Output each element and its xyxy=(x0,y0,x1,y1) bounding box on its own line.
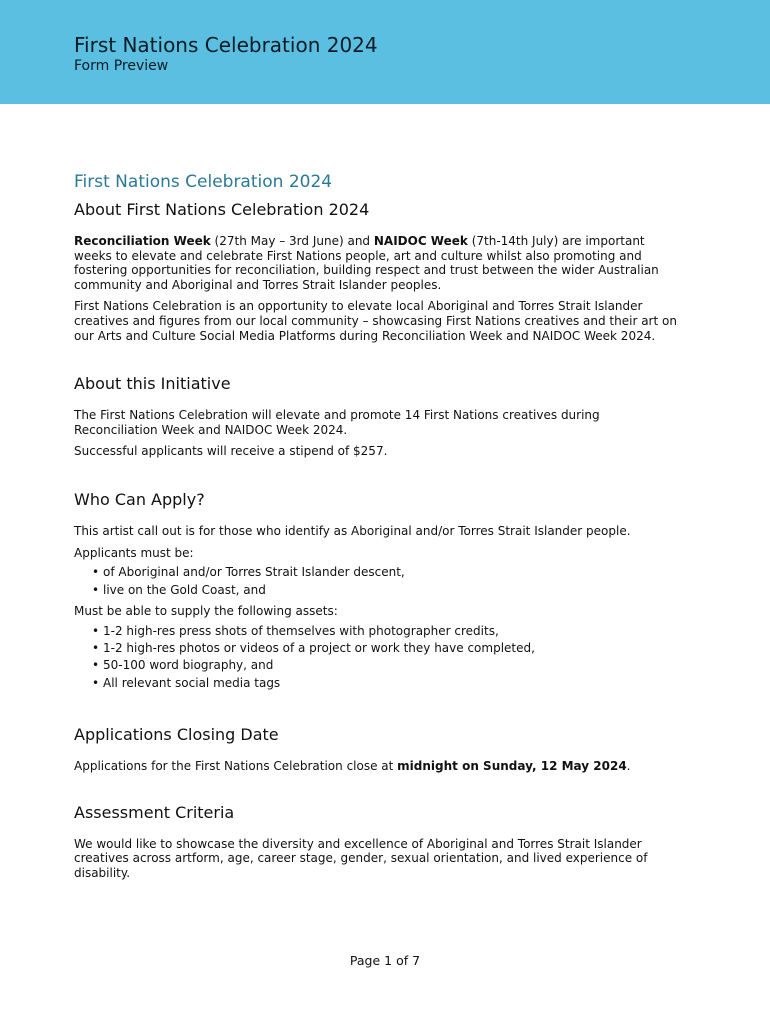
header-title: First Nations Celebration 2024 xyxy=(74,33,378,57)
closing-text-2: . xyxy=(626,759,631,774)
page-number: Page 1 of 7 xyxy=(349,953,421,968)
closing-date-heading: Applications Closing Date xyxy=(74,725,279,745)
about-paragraph-2: First Nations Celebration is an opportunity to elevate local Aboriginal and Torres Strait Islander creatives and figures from our local community – showcasing First Nations creatives and their art on our Arts and Culture Social Media Platforms during Reconciliation Week and NAIDOC Week 2024. xyxy=(74,299,677,343)
initiative-heading: About this Initiative xyxy=(74,374,231,394)
initiative-paragraph-1: The First Nations Celebration will elevate and promote 14 First Nations creatives during Reconciliation Week and NAIDOC Week 2024. xyxy=(74,408,600,437)
closing-date-paragraph xyxy=(74,759,684,774)
who-paragraph-2: Applicants must be: xyxy=(74,545,194,560)
who-heading: Who Can Apply? xyxy=(74,489,205,509)
about-p1-text-2: (7th-14th July) are important weeks to elevate and celebrate First Nations people, art and culture whilst also promoting and fostering opportunities for reconciliation, building respect and trust between the wider Australian community and Aboriginal and Torres Strait Islander peoples. xyxy=(74,234,659,292)
list-item: • 50-100 word biography, and xyxy=(74,657,684,674)
closing-date-bold: midnight on Sunday, 12 May 2024 xyxy=(397,759,627,774)
list-item: • All relevant social media tags xyxy=(74,675,684,692)
closing-text-1: Applications for the First Nations Celebration close at xyxy=(74,759,398,774)
who-paragraph-3: Must be able to supply the following assets: xyxy=(74,603,338,618)
applicant-requirements-list xyxy=(74,564,684,599)
assessment-criteria-heading: Assessment Criteria xyxy=(74,802,235,822)
form-title: First Nations Celebration 2024 xyxy=(74,172,333,192)
naidoc-week-bold: NAIDOC Week xyxy=(373,234,468,248)
assessment-criteria-paragraph: We would like to showcase the diversity and excellence of Aboriginal and Torres Strait Islander creatives across artform, age, career stage, gender, sexual orientation, and lived experience of disability. xyxy=(74,836,648,880)
who-paragraph-1: This artist call out is for those who identify as Aboriginal and/or Torres Strait Islander people. xyxy=(74,523,631,538)
page-header xyxy=(0,0,770,104)
about-paragraph-1 xyxy=(74,234,684,292)
list-item: • of Aboriginal and/or Torres Strait Islander descent, xyxy=(74,564,684,581)
about-heading: About First Nations Celebration 2024 xyxy=(74,200,370,219)
reconciliation-week-bold: Reconciliation Week xyxy=(74,234,211,248)
list-item: • live on the Gold Coast, and xyxy=(74,582,684,599)
header-subtitle: Form Preview xyxy=(74,58,169,74)
list-item: • 1-2 high-res press shots of themselves with photographer credits, xyxy=(74,623,684,640)
about-p1-text-1: (27th May – 3rd June) and xyxy=(210,234,374,248)
initiative-paragraph-2: Successful applicants will receive a stipend of $257. xyxy=(74,444,388,459)
assets-list xyxy=(74,623,684,693)
form-content xyxy=(74,170,684,881)
list-item: • 1-2 high-res photos or videos of a project or work they have completed, xyxy=(74,640,684,657)
